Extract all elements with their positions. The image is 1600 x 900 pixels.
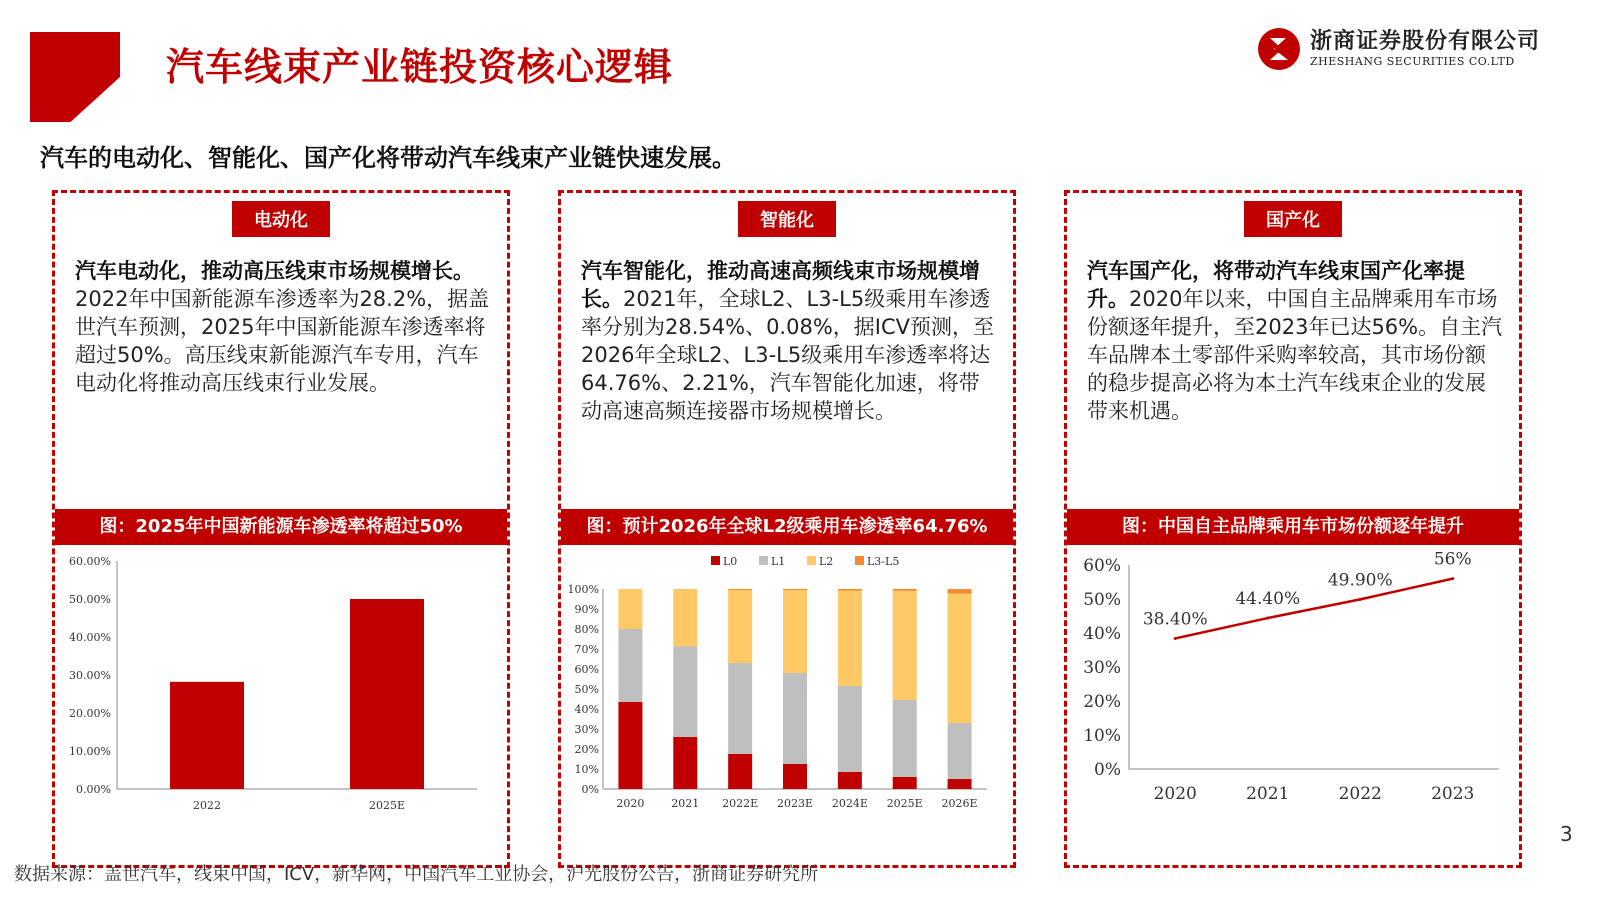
y-tick-label: 0.00% bbox=[76, 783, 111, 796]
y-tick-label: 80% bbox=[574, 623, 599, 636]
stacked-bar-segment bbox=[893, 591, 917, 700]
x-tick-label: 2024E bbox=[831, 797, 868, 810]
stacked-bar-segment bbox=[618, 589, 642, 629]
panel-localization bbox=[1064, 190, 1522, 868]
ev-penetration-bar-chart bbox=[55, 547, 507, 857]
y-tick-label: 20.00% bbox=[69, 707, 111, 720]
stacked-bar-segment bbox=[948, 593, 972, 723]
y-tick-label: 40.00% bbox=[69, 631, 111, 644]
panel-body: 2022年中国新能源车渗透率为28.2%，据盖世汽车预测，2025年中国新能源车渗透率将超过50%。高压线束新能源汽车专用，汽车电动化将推动高压线束行业发展。 bbox=[75, 287, 490, 395]
stacked-bar-segment bbox=[783, 589, 807, 590]
data-point bbox=[1174, 637, 1177, 640]
stacked-bar-segment bbox=[783, 764, 807, 789]
data-point bbox=[1266, 617, 1269, 620]
legend-label: L1 bbox=[771, 555, 786, 568]
stacked-bar-segment bbox=[893, 777, 917, 789]
data-label: 49.90% bbox=[1327, 570, 1393, 591]
stacked-bar-segment bbox=[893, 589, 917, 591]
stacked-bar-segment bbox=[948, 779, 972, 789]
stacked-bar-segment bbox=[948, 589, 972, 593]
x-tick-label: 2020 bbox=[616, 797, 645, 810]
y-tick-label: 70% bbox=[574, 643, 599, 656]
data-point bbox=[1359, 598, 1362, 601]
data-label: 38.40% bbox=[1142, 609, 1208, 630]
x-tick-label: 2023 bbox=[1431, 784, 1475, 804]
legend-label: L2 bbox=[819, 555, 834, 568]
x-tick-label: 2021 bbox=[671, 797, 700, 810]
brand-name-en: ZHESHANG SECURITIES CO.LTD bbox=[1309, 55, 1515, 68]
y-tick-label: 90% bbox=[574, 603, 599, 616]
adas-penetration-stacked-chart bbox=[561, 547, 1013, 857]
panel-intelligence bbox=[558, 190, 1016, 868]
stacked-bar-segment bbox=[783, 590, 807, 673]
y-tick-label: 60% bbox=[574, 663, 599, 676]
x-tick-label: 2025E bbox=[368, 799, 406, 812]
stacked-bar-segment bbox=[618, 702, 642, 789]
stacked-bar-segment bbox=[728, 754, 752, 789]
legend-swatch bbox=[759, 556, 768, 565]
y-tick-label: 60.00% bbox=[69, 555, 111, 568]
panel-electrification bbox=[52, 190, 510, 868]
legend-swatch bbox=[711, 556, 720, 565]
x-tick-label: 2026E bbox=[941, 797, 978, 810]
panel-headline: 汽车电动化，推动高压线束市场规模增长。 bbox=[75, 259, 474, 283]
y-tick-label: 0% bbox=[581, 783, 599, 796]
y-tick-label: 10% bbox=[1083, 726, 1121, 746]
stacked-bar-segment bbox=[673, 737, 697, 789]
stacked-bar-segment bbox=[728, 589, 752, 590]
y-tick-label: 30.00% bbox=[69, 669, 111, 682]
legend-swatch bbox=[855, 556, 864, 565]
brand-name-cn: 浙商证券股份有限公司 bbox=[1309, 29, 1540, 54]
y-tick-label: 30% bbox=[1083, 658, 1121, 678]
panel-headline: 汽车智能化，推动高速高频线束市场规模增长。 bbox=[581, 259, 980, 311]
corner-accent-block bbox=[30, 32, 120, 122]
y-tick-label: 20% bbox=[1083, 692, 1121, 712]
data-label: 44.40% bbox=[1235, 589, 1301, 610]
x-tick-label: 2023E bbox=[776, 797, 814, 810]
bar bbox=[170, 682, 244, 789]
legend-label: L3-L5 bbox=[867, 555, 900, 568]
x-tick-label: 2022 bbox=[193, 799, 221, 812]
y-tick-label: 100% bbox=[567, 583, 599, 596]
panel-tag: 电动化 bbox=[232, 201, 330, 237]
panel-tag: 智能化 bbox=[738, 201, 836, 237]
y-tick-label: 50.00% bbox=[69, 593, 111, 606]
stacked-bar-segment bbox=[728, 663, 752, 754]
slide-subtitle: 汽车的电动化、智能化、国产化将带动汽车线束产业链快速发展。 bbox=[40, 144, 736, 172]
stacked-bar-segment bbox=[618, 629, 642, 702]
y-tick-label: 50% bbox=[574, 683, 599, 696]
y-tick-label: 20% bbox=[574, 743, 599, 756]
stacked-bar-segment bbox=[838, 772, 862, 789]
stacked-bar-segment bbox=[948, 723, 972, 779]
panel-text bbox=[581, 257, 999, 425]
data-source-note: 数据来源：盖世汽车，线束中国，ICV，新华网，中国汽车工业协会，沪光股份公告，浙商证券研究所 bbox=[14, 864, 819, 885]
panel-text bbox=[1087, 257, 1505, 425]
stacked-bar-segment bbox=[673, 646, 697, 737]
x-tick-label: 2021 bbox=[1246, 784, 1290, 804]
panel-text bbox=[75, 257, 493, 397]
figure-title: 图：预计2026年全球L2级乘用车渗透率64.76% bbox=[561, 509, 1013, 545]
x-tick-label: 2022E bbox=[722, 797, 759, 810]
legend-label: L0 bbox=[723, 555, 738, 568]
legend-swatch bbox=[807, 556, 816, 565]
series-line bbox=[1175, 579, 1453, 639]
y-tick-label: 40% bbox=[1083, 624, 1121, 644]
panel-body: 2020年以来，中国自主品牌乘用车市场份额逐年提升，至2023年已达56%。自主汽车品牌本土零部件采购率较高，其市场份额的稳步提高必将为本土汽车线束企业的发展带来机遇。 bbox=[1087, 287, 1503, 423]
zheshang-logo-icon bbox=[1256, 26, 1302, 72]
stacked-bar-segment bbox=[838, 591, 862, 686]
page-number: 3 bbox=[1560, 822, 1573, 846]
stacked-bar-segment bbox=[783, 673, 807, 764]
stacked-bar-segment bbox=[838, 686, 862, 772]
y-tick-label: 40% bbox=[574, 703, 599, 716]
page-title: 汽车线束产业链投资核心逻辑 bbox=[166, 45, 674, 89]
panel-tag: 国产化 bbox=[1244, 201, 1342, 237]
stacked-bar-segment bbox=[673, 589, 697, 646]
data-label: 56% bbox=[1433, 549, 1472, 570]
y-tick-label: 0% bbox=[1094, 760, 1121, 780]
x-tick-label: 2020 bbox=[1153, 784, 1197, 804]
figure-title: 图：2025年中国新能源车渗透率将超过50% bbox=[55, 509, 507, 545]
y-tick-label: 10% bbox=[574, 763, 599, 776]
stacked-bar-segment bbox=[728, 590, 752, 663]
stacked-bar-segment bbox=[893, 700, 917, 777]
stacked-bar-segment bbox=[838, 589, 862, 591]
bar bbox=[350, 599, 424, 789]
panel-body: 2021年，全球L2、L3-L5级乘用车渗透率分别为28.54%、0.08%，据ICV预测，至2026年全球L2、L3-L5级乘用车渗透率将达64.76%、2.21%，汽车智能化加速，将带动高速高频连接器市场规模增长。 bbox=[581, 287, 995, 423]
y-tick-label: 50% bbox=[1083, 590, 1121, 610]
y-tick-label: 30% bbox=[574, 723, 599, 736]
y-tick-label: 10.00% bbox=[69, 745, 111, 758]
panel-headline: 汽车国产化，将带动汽车线束国产化率提升。 bbox=[1087, 259, 1465, 311]
x-tick-label: 2022 bbox=[1338, 784, 1382, 804]
brand-logo bbox=[1256, 26, 1540, 72]
x-tick-label: 2025E bbox=[886, 797, 923, 810]
domestic-brand-share-line-chart bbox=[1067, 547, 1519, 857]
data-point bbox=[1451, 577, 1454, 580]
figure-title: 图：中国自主品牌乘用车市场份额逐年提升 bbox=[1067, 509, 1519, 545]
y-tick-label: 60% bbox=[1083, 556, 1121, 576]
